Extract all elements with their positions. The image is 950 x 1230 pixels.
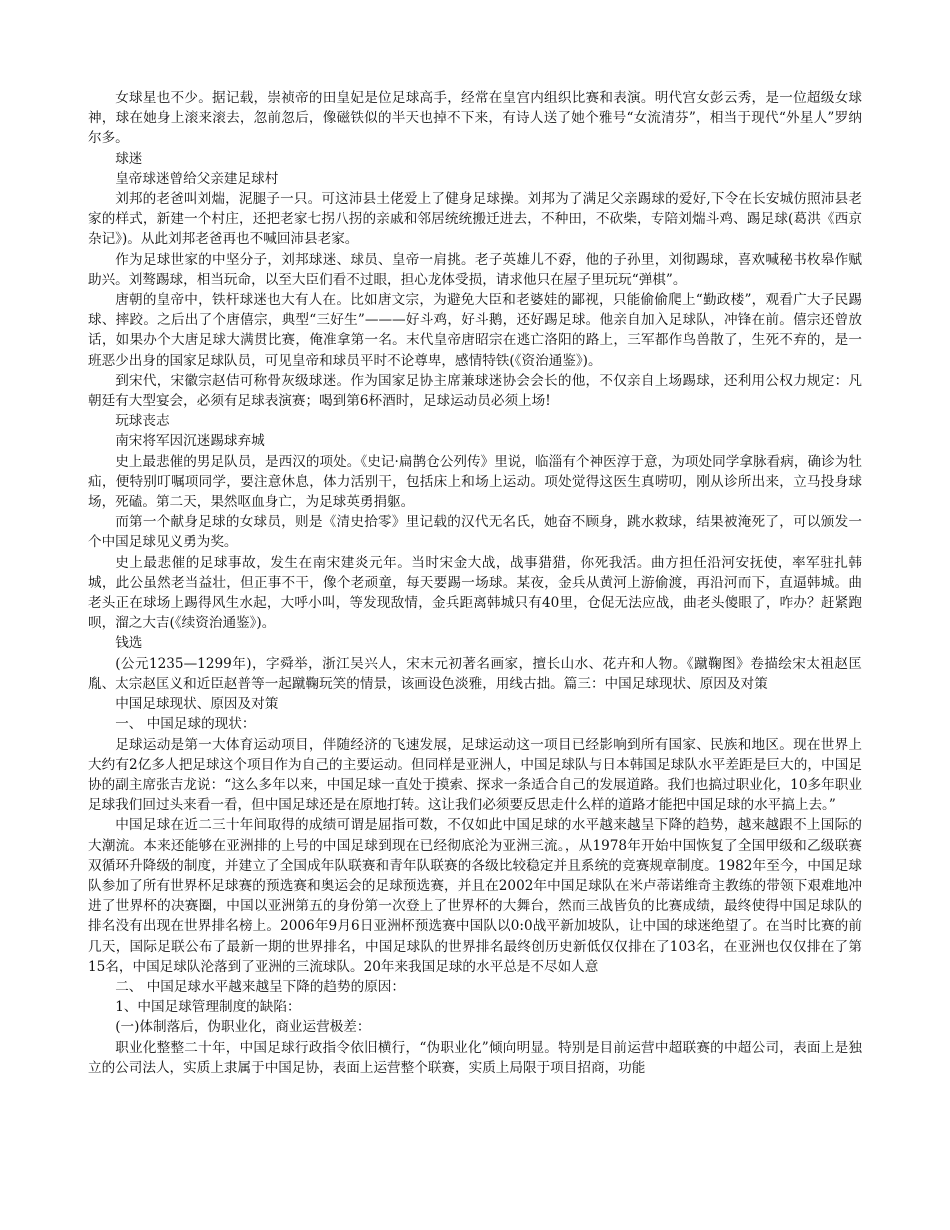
subsection-heading: 南宋将军因沉迷踢球弃城 [115,433,265,450]
body-paragraph: 职业化整整二十年，中国足球行政指令依旧横行，“伪职业化”倾向明显。特别是目前运营中超联赛的中超公司，表面上是独立的公司法人，实质上隶属于中国足协，表面上运营整个联赛，实质上局限于项目招商，功能 [88,1039,862,1076]
body-paragraph: 足球运动是第一大体育运动项目，伴随经济的飞速发展，足球运动这一项目已经影响到所有国家、民族和地区。现在世界上大约有2亿多人把足球这个项目作为自己的主要运动。但同样是亚洲人，中国足球队与日本韩国足球队水平差距是巨大的，中国足协的副主席张吉龙说：“这么多年以来，中国足球一直处于摸索、探求一条适合自己的发展道路。我们也搞过职业化，10多年职业足球我们回过头来看一看，但中国足球还是在原地打转。这让我们必须要反思走什么样的道路才能把中国足球的水平搞上去。” [88,736,862,814]
body-paragraph: (公元1235—1299年)，字舜举，浙江吴兴人，宋末元初著名画家，擅长山水、花卉和人物。《蹴鞠图》卷描绘宋太祖赵匡胤、太宗赵匡义和近臣赵普等一起蹴鞠玩笑的情景，该画设色淡雅，用线古拙。篇三：中国足球现状、原因及对策 [88,655,862,692]
body-paragraph: 女球星也不少。据记载，崇祯帝的田皇妃是位足球高手，经常在皇宫内组织比赛和表演。明代宫女彭云秀，是一位超级女球神，球在她身上滚来滚去，忽前忽后，像磁铁似的半天也掉不下来，有诗人送了她个雅号“女流清芬”，相当于现代“外星人”罗纳尔多。 [88,90,862,147]
article-title: 中国足球现状、原因及对策 [115,696,279,713]
section-heading: 钱选 [115,635,143,652]
subsection-heading: (一)体制落后，伪职业化，商业运营极差： [115,1019,371,1036]
subsection-heading: 1、中国足球管理制度的缺陷： [115,999,301,1016]
section-heading: 二、 中国足球水平越来越呈下降的趋势的原因： [115,978,405,995]
section-heading: 球迷 [115,150,143,167]
body-paragraph: 史上最悲催的男足队员，是西汉的项处。《史记·扁鹊仓公列传》里说，临淄有个神医淳于意，为项处同学拿脉看病，确诊为牡疝，便特别叮嘱项同学，要注意休息，体力活别干，包括床上和场上运动。项处觉得这医生真唠叨，刚从诊所出来，立马投身球场，死磕。第二天，果然呕血身亡，为足球英勇捐躯。 [88,453,862,511]
body-paragraph: 史上最悲催的足球事故，发生在南宋建炎元年。当时宋金大战，战事猎猎，你死我活。曲方担任沿河安抚使，率军驻扎韩城，此公虽然老当益壮，但正事不干，像个老顽童，每天要踢一场球。某夜，金兵从黄河上游偷渡，再沿河而下，直逼韩城。曲老头正在球场上踢得风生水起，大呼小叫，等发现敌情，金兵距离韩城只有40里，仓促无法应战，曲老头傻眼了，咋办？赶紧跑呗，溜之大吉(《续资治通鉴》)。 [88,554,862,632]
body-paragraph: 到宋代，宋徽宗赵佶可称骨灰级球迷。作为国家足协主席兼球迷协会会长的他，不仅亲自上场踢球，还利用公权力规定：凡朝廷有大型宴会，必须有足球表演赛；喝到第6杯酒时，足球运动员必须上场! [88,372,862,410]
body-paragraph: 中国足球在近二三十年间取得的成绩可谓是屈指可数，不仅如此中国足球的水平越来越呈下降的趋势，越来越跟不上国际的大潮流。本来还能够在亚洲排的上号的中国足球到现在已经彻底沦为亚洲三流。，从1978年开始中国恢复了全国甲级和乙级联赛双循环升降级的制度，并建立了全国成年队联赛和青年队联赛的各级比较稳定并且系统的竞赛规章制度。1982年至今，中国足球队参加了所有世界杯足球赛的预选赛和奥运会的足球预选赛，并且在2002年中国足球队在米卢蒂诺维奇主教练的带领下艰难地冲进了世界杯的决赛圈，中国以亚洲第五的身份第一次登上了世界杯的大舞台，然而三战皆负的比赛成绩，最终使得中国足球队的排名没有出现在世界排名榜上。2006年9月6日亚洲杯预选赛中国队以0:0战平新加坡队，让中国的球迷绝望了。在当时比赛的前几天，国际足联公布了最新一期的世界排名，中国足球队的世界排名最终创历史新低仅仅排在了103名，在亚洲也仅仅排在了第15名，中国足球队沦落到了亚洲的三流球队。20年来我国足球的水平总是不尽如人意 [88,817,862,975]
section-heading: 一、 中国足球的现状： [115,716,256,733]
body-paragraph: 唐朝的皇帝中，铁杆球迷也大有人在。比如唐文宗，为避免大臣和老婆娃的鄙视，只能偷偷爬上“勤政楼”，观看广大子民踢球、摔跤。之后出了个唐僖宗，典型“三好生”———好斗鸡，好斗鹅，还好踢足球。他亲自加入足球队，冲锋在前。僖宗还曾放话，如果办个大唐足球大满贯比赛，俺准拿第一名。末代皇帝唐昭宗在逃亡洛阳的路上，三军都作鸟兽散了，生死不弃的，是一班恶少出身的国家足球队员，可见皇帝和球员平时不论尊卑，感情特铁(《资治通鉴》)。 [88,292,862,369]
body-paragraph: 作为足球世家的中坚分子，刘邦球迷、球员、皇帝一肩挑。老子英雄儿不孬，他的子孙里，刘彻踢球，喜欢喊秘书枚皋作赋助兴。刘骜踢球，相当玩命，以至大臣们看不过眼，担心龙体受损，请求他只在屋子里玩玩“弹棋”。 [88,251,862,288]
body-paragraph: 刘邦的老爸叫刘煓，泥腿子一只。可这沛县土佬爱上了健身足球操。刘邦为了满足父亲踢球的爱好,下令在长安城仿照沛县老家的样式，新建一个村庄，还把老家七拐八拐的亲戚和邻居统统搬迁进去，不种田，不砍柴，专陪刘煓斗鸡、踢足球(葛洪《西京杂记》)。从此刘邦老爸再也不喊回沛县老家。 [88,191,862,248]
body-paragraph: 而第一个献身足球的女球员，则是《清史拾零》里记载的汉代无名氏，她奋不顾身，跳水救球，结果被淹死了，可以颁发一个中国足球见义勇为奖。 [88,514,862,551]
subsection-heading: 皇帝球迷曾给父亲建足球村 [115,170,279,187]
section-heading: 玩球丧志 [115,413,170,430]
